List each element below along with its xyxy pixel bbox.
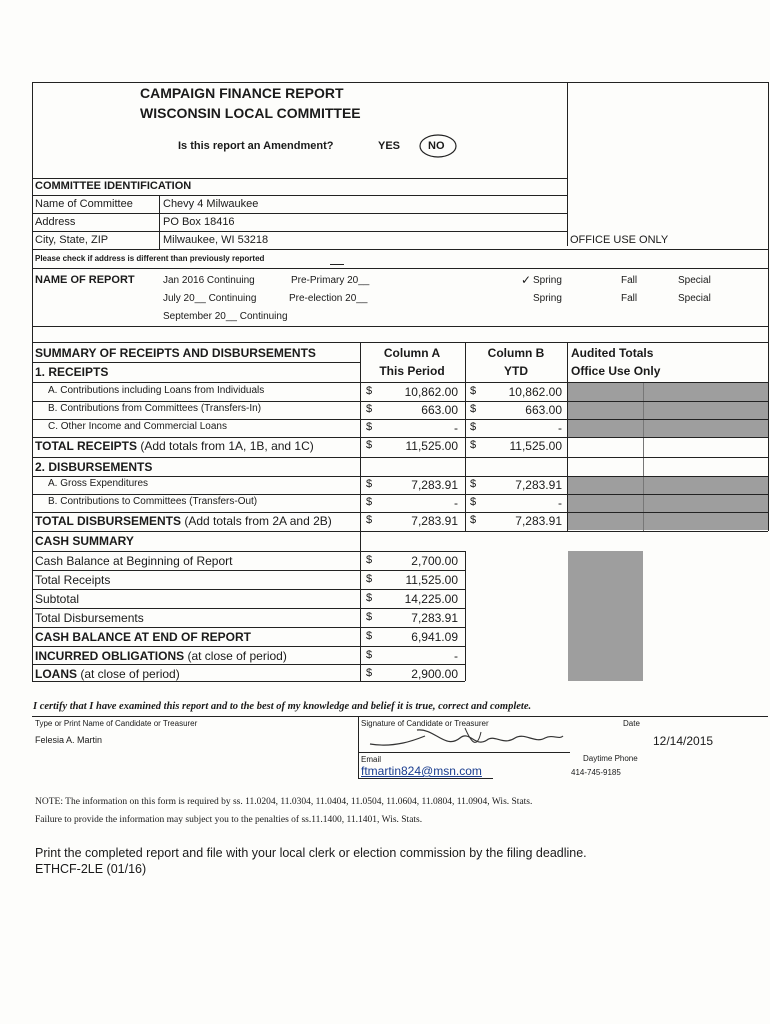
- print-name-label: Type or Print Name of Candidate or Treasurer: [35, 719, 198, 728]
- row-line: [32, 494, 768, 495]
- row-line: [32, 362, 360, 363]
- option-pre-primary[interactable]: Pre-Primary 20__: [291, 275, 370, 286]
- address-change-note: Please check if address is different than previously reported: [35, 254, 265, 263]
- column-a-title: Column A: [383, 346, 441, 360]
- total-disbursements-b-dollar: $: [470, 514, 477, 526]
- cash-end-label: CASH BALANCE AT END OF REPORT: [35, 630, 251, 644]
- receipt-b-b-dollar: $: [470, 403, 477, 415]
- receipt-c-b-dollar: $: [470, 421, 477, 433]
- row-line: [32, 419, 768, 420]
- cash-row-4-a-dollar: $: [366, 611, 373, 623]
- cash-row-2-column-a-value[interactable]: 11,525.00: [405, 573, 458, 587]
- disbursement-b-column-b-value[interactable]: -: [558, 496, 562, 510]
- address-check-blank[interactable]: [330, 264, 344, 265]
- incurred-obligations-label-rest: (at close of period): [184, 649, 287, 663]
- option-fall-2[interactable]: Fall: [621, 293, 638, 304]
- committee-id-heading: COMMITTEE IDENTIFICATION: [35, 180, 192, 192]
- phone-value[interactable]: 414-745-9185: [571, 768, 621, 777]
- receipt-b-column-a-value[interactable]: 663.00: [421, 403, 458, 417]
- city-label: City, State, ZIP: [35, 234, 109, 246]
- cash-row-2-label: Total Receipts: [35, 573, 111, 587]
- row-line: [32, 608, 465, 609]
- frame-top: [32, 82, 768, 83]
- row-line: [32, 249, 768, 250]
- form-title: CAMPAIGN FINANCE REPORT: [140, 85, 344, 101]
- incurred-obligations-a-dollar: $: [366, 649, 373, 661]
- amendment-yes: YES: [378, 140, 401, 152]
- cash-row-4-column-a-value[interactable]: 7,283.91: [411, 611, 458, 625]
- amendment-question: Is this report an Amendment?: [178, 140, 334, 152]
- committee-name-value: Chevy 4 Milwaukee: [163, 198, 259, 210]
- cash-row-3-a-dollar: $: [366, 592, 373, 604]
- disbursement-b-column-a-value[interactable]: -: [454, 496, 458, 510]
- incurred-obligations-column-a-value[interactable]: -: [454, 649, 458, 663]
- office-divider: [567, 82, 568, 246]
- row-line: [32, 512, 768, 513]
- audited-disb-box-a: [568, 476, 768, 494]
- disbursement-a-label: A. Gross Expenditures: [48, 478, 149, 489]
- print-name-value[interactable]: Felesia A. Martin: [35, 735, 103, 745]
- form-subtitle: WISCONSIN LOCAL COMMITTEE: [140, 105, 361, 121]
- total-receipts-column-a-value[interactable]: 11,525.00: [405, 439, 458, 453]
- receipt-a-column-b-value[interactable]: 10,862.00: [508, 385, 562, 399]
- receipt-c-column-a-value[interactable]: -: [454, 421, 458, 435]
- row-line: [32, 342, 768, 343]
- cash-row-1-column-a-value[interactable]: 2,700.00: [411, 554, 458, 568]
- row-line: [32, 476, 768, 477]
- disbursement-b-a-dollar: $: [366, 496, 373, 508]
- cash-row-4-label: Total Disbursements: [35, 611, 144, 625]
- loans-label-rest: (at close of period): [77, 667, 180, 681]
- row-line: [32, 178, 568, 179]
- committee-name-label: Name of Committee: [35, 198, 133, 210]
- option-special-1[interactable]: Special: [678, 275, 711, 286]
- disbursement-a-column-b-value[interactable]: 7,283.91: [515, 478, 562, 492]
- col-line: [159, 195, 160, 249]
- option-jan-continuing[interactable]: Jan 2016 Continuing: [163, 275, 255, 286]
- option-spring-1[interactable]: Spring: [533, 275, 562, 286]
- column-b-subtitle: YTD: [504, 364, 528, 378]
- column-b-title: Column B: [487, 346, 545, 360]
- option-spring-2[interactable]: Spring: [533, 293, 562, 304]
- signature-line: [358, 752, 570, 753]
- signature-scribble[interactable]: [365, 722, 565, 756]
- total-disbursements-column-a-value[interactable]: 7,283.91: [411, 514, 458, 528]
- filing-instructions: Print the completed report and file with your local clerk or election commission by the filing deadline.: [35, 846, 587, 860]
- spring-check-mark: ✓: [521, 273, 532, 287]
- cash-end-column-a-value[interactable]: 6,941.09: [411, 630, 458, 644]
- disbursement-a-a-dollar: $: [366, 478, 373, 490]
- address-value: PO Box 18416: [163, 216, 235, 228]
- address-label: Address: [35, 216, 76, 228]
- cash-row-1-a-dollar: $: [366, 554, 373, 566]
- receipt-b-label: B. Contributions from Committees (Transfers-In): [48, 403, 262, 414]
- email-line: [358, 778, 493, 779]
- option-september-continuing[interactable]: September 20__ Continuing: [163, 311, 288, 322]
- note-line-2: Failure to provide the information may subject you to the penalties of ss.11.1400, 11.1401, Wis. Stats.: [35, 815, 423, 825]
- loans-label: [35, 667, 180, 681]
- option-special-2[interactable]: Special: [678, 293, 711, 304]
- total-disbursements-a-dollar: $: [366, 514, 373, 526]
- date-label: Date: [623, 719, 640, 728]
- total-receipts-column-b-value[interactable]: 11,525.00: [509, 439, 562, 453]
- total-receipts-label-bold: TOTAL RECEIPTS: [35, 439, 138, 453]
- cash-row-3-label: Subtotal: [35, 592, 80, 606]
- row-line: [32, 268, 768, 269]
- total-disbursements-label-rest: (Add totals from 2A and 2B): [181, 514, 332, 528]
- summary-title: SUMMARY OF RECEIPTS AND DISBURSEMENTS: [35, 346, 316, 360]
- phone-label: Daytime Phone: [583, 754, 638, 763]
- row-line: [32, 646, 465, 647]
- option-fall-1[interactable]: Fall: [621, 275, 638, 286]
- audited-disb-total-box: [568, 513, 768, 530]
- row-line: [32, 231, 568, 232]
- cash-row-1-label: Cash Balance at Beginning of Report: [35, 554, 233, 568]
- certification-statement: I certify that I have examined this report and to the best of my knowledge and belief it is true, correct and complete.: [33, 701, 532, 712]
- row-line: [32, 716, 768, 717]
- row-line: [32, 213, 568, 214]
- incurred-obligations-label-bold: INCURRED OBLIGATIONS: [35, 649, 185, 663]
- email-label: Email: [361, 755, 382, 764]
- audited-subtitle: Office Use Only: [571, 364, 661, 378]
- office-use-only: OFFICE USE ONLY: [570, 234, 669, 246]
- row-line: [32, 531, 768, 532]
- total-receipts-b-dollar: $: [470, 439, 477, 451]
- row-line: [32, 570, 465, 571]
- cash-row-2-a-dollar: $: [366, 573, 373, 585]
- amendment-no: NO: [428, 140, 445, 152]
- city-value: Milwaukee, WI 53218: [163, 234, 269, 246]
- row-line: [32, 589, 465, 590]
- note-line-1: NOTE: The information on this form is required by ss. 11.0204, 11.0304, 11.0404, 11.0504, 11.0604, 11.0804, 11.0904, Wis. Stats.: [35, 797, 533, 807]
- audited-disb-box-b: [568, 495, 768, 512]
- cash-row-3-column-a-value[interactable]: 14,225.00: [404, 592, 458, 606]
- total-disbursements-column-b-value[interactable]: 7,283.91: [515, 514, 562, 528]
- row-line: [32, 195, 568, 196]
- disbursements-heading: 2. DISBURSEMENTS: [35, 460, 153, 474]
- receipt-b-column-b-value[interactable]: 663.00: [525, 403, 562, 417]
- col-line: [358, 716, 359, 778]
- row-line: [32, 401, 768, 402]
- total-disbursements-label-bold: TOTAL DISBURSEMENTS: [35, 514, 182, 528]
- receipt-a-label: A. Contributions including Loans from Individuals: [48, 385, 265, 396]
- report-name-label: NAME OF REPORT: [35, 274, 135, 286]
- disbursement-b-label: B. Contributions to Committees (Transfers-Out): [48, 496, 258, 507]
- loans-label-bold: LOANS: [35, 667, 77, 681]
- row-line: [32, 627, 465, 628]
- receipt-c-a-dollar: $: [366, 421, 373, 433]
- row-line: [32, 457, 768, 458]
- row-line: [32, 326, 768, 327]
- receipt-b-a-dollar: $: [366, 403, 373, 415]
- total-receipts-a-dollar: $: [366, 439, 373, 451]
- disbursement-a-column-a-value[interactable]: 7,283.91: [411, 478, 458, 492]
- cash-summary-heading: CASH SUMMARY: [35, 534, 134, 548]
- total-receipts-label: [35, 439, 314, 453]
- form-id: ETHCF-2LE (01/16): [35, 862, 147, 876]
- cash-end-a-dollar: $: [366, 630, 373, 642]
- audited-receipts-box: [568, 383, 768, 437]
- audited-title: Audited Totals: [571, 346, 654, 360]
- row-line: [32, 551, 465, 552]
- total-receipts-label-rest: (Add totals from 1A, 1B, and 1C): [137, 439, 314, 453]
- receipt-a-column-a-value[interactable]: 10,862.00: [404, 385, 458, 399]
- receipt-c-label: C. Other Income and Commercial Loans: [48, 421, 227, 432]
- row-line: [32, 437, 768, 438]
- column-a-subtitle: This Period: [379, 364, 445, 378]
- audited-cash-box: [568, 551, 643, 681]
- signature-label: Signature of Candidate or Treasurer: [361, 719, 489, 728]
- incurred-obligations-label: [35, 649, 287, 663]
- option-july-continuing[interactable]: July 20__ Continuing: [163, 293, 257, 304]
- row-line: [32, 681, 465, 682]
- date-value[interactable]: 12/14/2015: [653, 734, 714, 748]
- col-line: [465, 551, 466, 681]
- frame-right: [768, 82, 769, 531]
- receipt-a-b-dollar: $: [470, 385, 477, 397]
- total-disbursements-label: [35, 514, 332, 528]
- receipt-c-column-b-value[interactable]: -: [558, 421, 562, 435]
- disbursement-a-b-dollar: $: [470, 478, 477, 490]
- loans-a-dollar: $: [366, 667, 373, 679]
- option-pre-election[interactable]: Pre-election 20__: [289, 293, 368, 304]
- row-line: [32, 664, 465, 665]
- receipt-a-a-dollar: $: [366, 385, 373, 397]
- receipts-heading: 1. RECEIPTS: [35, 365, 109, 379]
- loans-column-a-value[interactable]: 2,900.00: [411, 667, 458, 681]
- disbursement-b-b-dollar: $: [470, 496, 477, 508]
- no-circle-mark: [417, 130, 459, 160]
- email-link[interactable]: ftmartin824@msn.com: [361, 764, 482, 778]
